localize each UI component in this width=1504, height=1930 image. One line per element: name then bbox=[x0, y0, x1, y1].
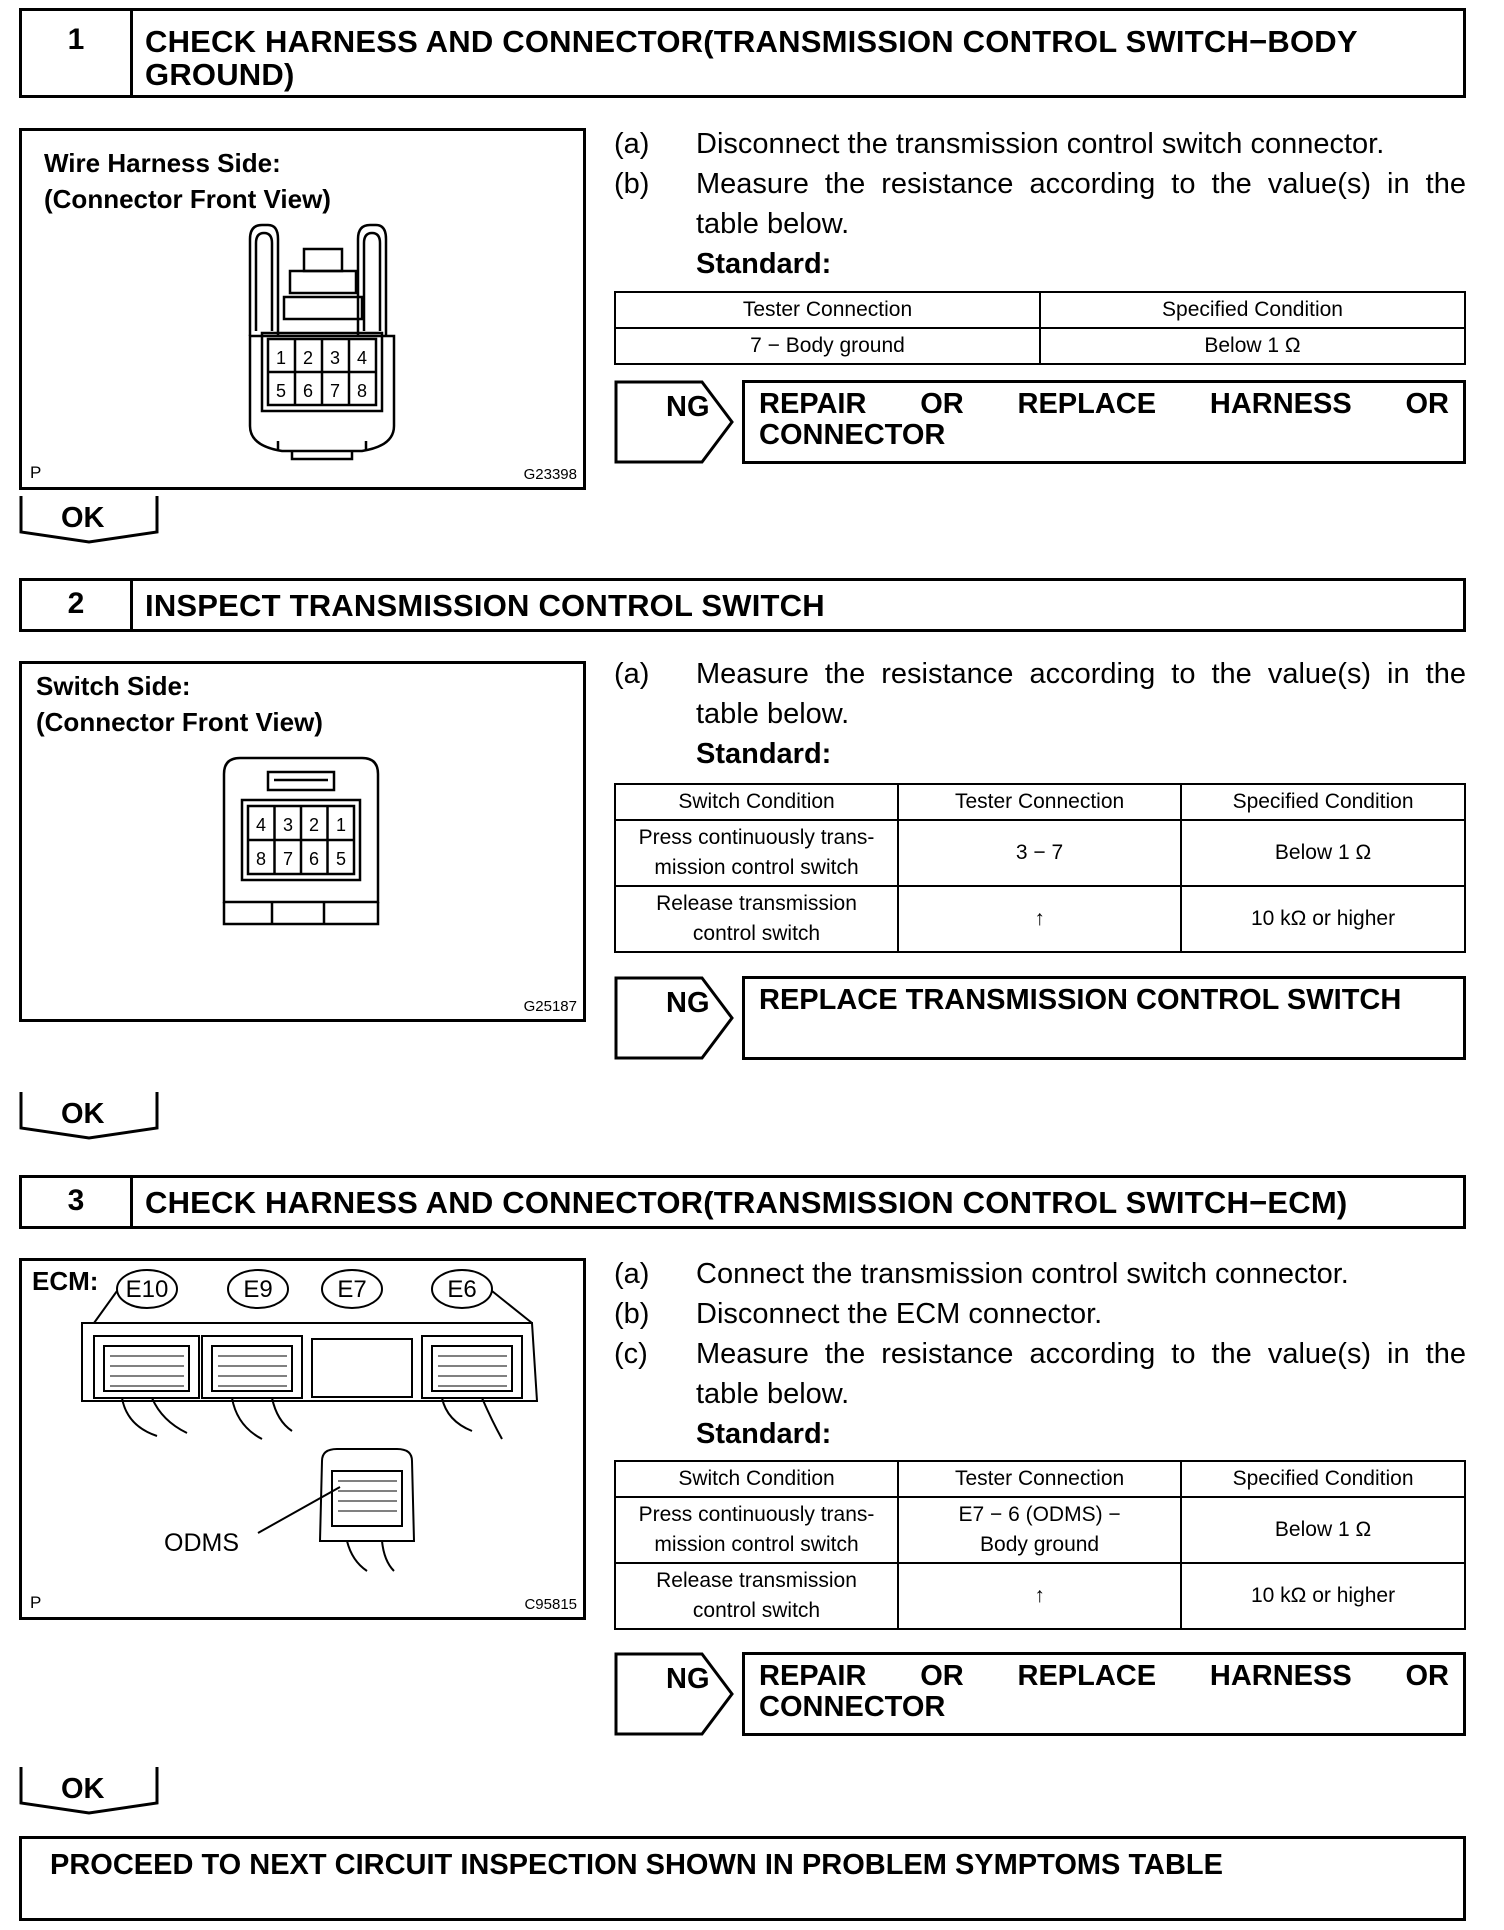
cell-line: Release transmission bbox=[656, 1569, 857, 1592]
table-cell bbox=[615, 820, 898, 886]
step-3-figure bbox=[19, 1258, 586, 1620]
table-cell bbox=[615, 1497, 898, 1563]
ecm-connector-diagram bbox=[22, 1261, 583, 1617]
table-header: Switch Condition bbox=[615, 784, 898, 820]
table-row bbox=[615, 1497, 1465, 1563]
step-2-spec-table bbox=[614, 783, 1466, 953]
ng-action-word: HARNESS bbox=[1209, 388, 1352, 420]
table-cell: 7 − Body ground bbox=[615, 328, 1040, 364]
step-1-spec-table bbox=[614, 291, 1466, 365]
step-1-instructions bbox=[614, 124, 1466, 284]
pin-label: 6 bbox=[302, 381, 314, 401]
step-2-ok-result bbox=[19, 1090, 159, 1140]
instruction-text: Measure the resistance according to the value(s) in the table below. bbox=[696, 1338, 1466, 1410]
step-3-spec-table bbox=[614, 1460, 1466, 1630]
pin-label: 3 bbox=[282, 815, 294, 835]
pin-label: 4 bbox=[255, 815, 267, 835]
figure-label-line2: (Connector Front View) bbox=[36, 707, 323, 737]
instruction-label: (b) bbox=[614, 1298, 650, 1330]
ok-label: OK bbox=[61, 1098, 105, 1130]
connector-label: E9 bbox=[243, 1276, 273, 1303]
instruction-text: Measure the resistance according to the value(s) in the table below. bbox=[696, 168, 1466, 240]
instruction-item bbox=[614, 1334, 1466, 1414]
step-1-number: 1 bbox=[22, 11, 133, 95]
instruction-label: (b) bbox=[614, 168, 650, 200]
pin-label: 2 bbox=[302, 348, 314, 368]
step-2-figure bbox=[19, 661, 586, 1022]
step-2-title: INSPECT TRANSMISSION CONTROL SWITCH bbox=[145, 588, 825, 623]
table-header-row bbox=[615, 1461, 1465, 1497]
pin-label: 5 bbox=[335, 849, 347, 869]
ng-action-word: REPLACE bbox=[1017, 1660, 1157, 1692]
figure-code: G23398 bbox=[523, 466, 577, 483]
ng-action-word: OR bbox=[1405, 1660, 1449, 1692]
pin-label: 4 bbox=[356, 348, 368, 368]
ng-action-word: OR bbox=[1405, 388, 1449, 420]
pin-label: 2 bbox=[308, 815, 320, 835]
pin-label: 3 bbox=[329, 348, 341, 368]
table-header: Specified Condition bbox=[1181, 1461, 1465, 1497]
cell-line: Press continuously trans- bbox=[638, 1503, 875, 1526]
instruction-item bbox=[614, 1254, 1466, 1294]
cell-line: mission control switch bbox=[654, 856, 859, 879]
cell-line: mission control switch bbox=[654, 1533, 859, 1556]
instruction-label: (c) bbox=[614, 1338, 648, 1370]
pin-label: 8 bbox=[255, 849, 267, 869]
ok-label: OK bbox=[61, 1773, 105, 1805]
instruction-item bbox=[614, 164, 1466, 244]
pin-label: 6 bbox=[308, 849, 320, 869]
figure-label-line2: (Connector Front View) bbox=[44, 184, 331, 214]
cell-line: Press continuously trans- bbox=[638, 826, 875, 849]
step-3-header bbox=[19, 1175, 1466, 1229]
cell-line: Body ground bbox=[980, 1533, 1100, 1556]
table-row bbox=[615, 820, 1465, 886]
instruction-item bbox=[614, 1294, 1466, 1334]
ng-action-line2: CONNECTOR bbox=[759, 1691, 946, 1723]
pin-label: 5 bbox=[275, 381, 287, 401]
table-header: Tester Connection bbox=[615, 292, 1040, 328]
instruction-item bbox=[614, 654, 1466, 734]
ng-action-box bbox=[742, 380, 1466, 464]
ng-action-word: OR bbox=[920, 1660, 964, 1692]
figure-label-line1: Switch Side: bbox=[36, 671, 191, 701]
ng-label: NG bbox=[666, 1663, 710, 1695]
step-3-ok-result bbox=[19, 1765, 159, 1815]
harness-connector-diagram bbox=[222, 211, 422, 471]
ng-action-line2: CONNECTOR bbox=[759, 419, 946, 451]
ng-action-word: HARNESS bbox=[1209, 1660, 1352, 1692]
odms-label: ODMS bbox=[164, 1529, 239, 1557]
table-header: Tester Connection bbox=[898, 1461, 1181, 1497]
step-3-title: CHECK HARNESS AND CONNECTOR(TRANSMISSION CONTROL SWITCH−ECM) bbox=[145, 1185, 1348, 1220]
instruction-text: Connect the transmission control switch connector. bbox=[696, 1258, 1349, 1290]
step-3-ng-result bbox=[614, 1652, 1466, 1736]
instruction-text: Disconnect the transmission control switch connector. bbox=[696, 128, 1385, 160]
cell-line: control switch bbox=[692, 922, 821, 945]
pin-label: 7 bbox=[329, 381, 341, 401]
step-2-instructions bbox=[614, 654, 1466, 774]
standard-label: Standard: bbox=[696, 248, 832, 280]
figure-corner-letter: P bbox=[30, 1593, 42, 1612]
ok-label: OK bbox=[61, 502, 105, 534]
ng-action-word: OR bbox=[920, 388, 964, 420]
table-header: Tester Connection bbox=[898, 784, 1181, 820]
step-1-figure bbox=[19, 128, 586, 490]
figure-label-line1: Wire Harness Side: bbox=[44, 148, 281, 178]
table-cell: ↑ bbox=[898, 1563, 1181, 1629]
step-3-instructions bbox=[614, 1254, 1466, 1454]
switch-connector-diagram bbox=[212, 752, 392, 932]
pin-label: 1 bbox=[335, 815, 347, 835]
table-cell: Below 1 Ω bbox=[1181, 820, 1465, 886]
ng-label: NG bbox=[666, 391, 710, 423]
pin-label: 7 bbox=[282, 849, 294, 869]
pin-label: 1 bbox=[275, 348, 287, 368]
step-1-header bbox=[19, 8, 1466, 98]
ng-action-word: REPAIR bbox=[759, 388, 867, 420]
table-cell bbox=[615, 886, 898, 952]
instruction-text: Disconnect the ECM connector. bbox=[696, 1298, 1103, 1330]
ng-action-word: REPLACE bbox=[1017, 388, 1157, 420]
table-row bbox=[615, 1563, 1465, 1629]
table-cell: Below 1 Ω bbox=[1181, 1497, 1465, 1563]
instruction-text: Measure the resistance according to the value(s) in the table below. bbox=[696, 658, 1466, 730]
instruction-label: (a) bbox=[614, 1258, 650, 1290]
ecm-label: ECM: bbox=[32, 1266, 99, 1296]
step-1-ng-result bbox=[614, 380, 1466, 464]
table-cell: 10 kΩ or higher bbox=[1181, 886, 1465, 952]
step-2-number: 2 bbox=[22, 581, 133, 629]
figure-corner-letter: P bbox=[30, 463, 42, 482]
step-3-number: 3 bbox=[22, 1178, 133, 1226]
connector-label: E7 bbox=[337, 1276, 367, 1303]
standard-label: Standard: bbox=[696, 1418, 832, 1450]
table-cell: ↑ bbox=[898, 886, 1181, 952]
final-instruction: PROCEED TO NEXT CIRCUIT INSPECTION SHOWN IN PROBLEM SYMPTOMS TABLE bbox=[19, 1836, 1466, 1921]
table-cell: 10 kΩ or higher bbox=[1181, 1563, 1465, 1629]
table-header: Specified Condition bbox=[1181, 784, 1465, 820]
standard-label: Standard: bbox=[696, 738, 832, 770]
table-row bbox=[615, 886, 1465, 952]
cell-line: control switch bbox=[692, 1599, 821, 1622]
step-2-header bbox=[19, 578, 1466, 632]
table-header: Specified Condition bbox=[1040, 292, 1465, 328]
connector-label: E10 bbox=[125, 1276, 169, 1303]
ng-action-word: REPAIR bbox=[759, 1660, 867, 1692]
instruction-label: (a) bbox=[614, 658, 650, 690]
ng-label: NG bbox=[666, 987, 710, 1019]
ng-action-text: REPLACE TRANSMISSION CONTROL SWITCH bbox=[759, 984, 1402, 1016]
step-1-title: CHECK HARNESS AND CONNECTOR(TRANSMISSION CONTROL SWITCH−BODY GROUND) bbox=[145, 24, 1358, 92]
table-header-row bbox=[615, 292, 1465, 328]
ng-action-box bbox=[742, 1652, 1466, 1736]
table-cell: Below 1 Ω bbox=[1040, 328, 1465, 364]
figure-code: C95815 bbox=[524, 1596, 577, 1613]
table-header: Switch Condition bbox=[615, 1461, 898, 1497]
instruction-label: (a) bbox=[614, 128, 650, 160]
step-2-ng-result bbox=[614, 976, 1466, 1060]
step-1-ok-result bbox=[19, 494, 159, 544]
figure-code: G25187 bbox=[523, 998, 577, 1015]
cell-line: E7 − 6 (ODMS) − bbox=[958, 1503, 1121, 1526]
table-cell bbox=[898, 1497, 1181, 1563]
connector-label: E6 bbox=[447, 1276, 477, 1303]
ng-action-box bbox=[742, 976, 1466, 1060]
table-row bbox=[615, 328, 1465, 364]
table-cell bbox=[615, 1563, 898, 1629]
table-header-row bbox=[615, 784, 1465, 820]
pin-label: 8 bbox=[356, 381, 368, 401]
cell-line: Release transmission bbox=[656, 892, 857, 915]
table-cell: 3 − 7 bbox=[898, 820, 1181, 886]
instruction-item bbox=[614, 124, 1466, 164]
